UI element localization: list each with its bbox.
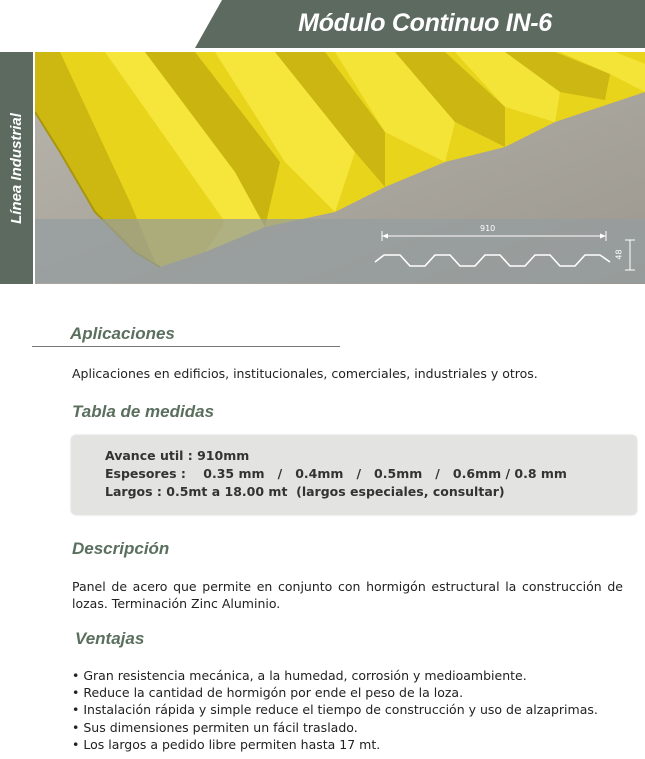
- aplicaciones-text: Aplicaciones en edificios, institucionales, comerciales, industriales y otros.: [72, 366, 538, 381]
- ventajas-item: • Los largos a pedido libre permiten hasta 17 mt.: [72, 736, 632, 753]
- ventajas-item: • Gran resistencia mecánica, a la humedad, corrosión y medioambiente.: [72, 667, 632, 684]
- aplicaciones-rule: [32, 346, 340, 347]
- tabla-espesores: Espesores : 0.35 mm / 0.4mm / 0.5mm / 0.6mm / 0.8 mm: [105, 466, 567, 481]
- descripcion-text: Panel de acero que permite en conjunto con hormigón estructural la construcción de lozas. Terminación Zinc Aluminio.: [72, 579, 623, 611]
- tabla-avance: Avance util : 910mm: [105, 448, 250, 463]
- profile-diagram: [370, 222, 640, 280]
- descripcion-title: Descripción: [72, 539, 170, 558]
- ventajas-item: • Sus dimensiones permiten un fácil traslado.: [72, 719, 632, 736]
- profile-width-label: 910: [480, 224, 496, 233]
- ventajas-item: • Reduce la cantidad de hormigón por ende el peso de la loza.: [72, 684, 632, 701]
- side-label-text: Línea Industrial: [8, 112, 26, 224]
- tabla-largos: Largos : 0.5mt a 18.00 mt (largos especiales, consultar): [105, 484, 505, 499]
- ventajas-list: [72, 667, 632, 753]
- profile-height-label: 48: [614, 249, 624, 260]
- page-title: Módulo Continuo IN-6: [298, 9, 552, 37]
- ventajas-title: Ventajas: [75, 629, 145, 648]
- side-label: [0, 52, 33, 284]
- ventajas-item: • Instalación rápida y simple reduce el tiempo de construcción y uso de alzaprimas.: [72, 701, 632, 718]
- tabla-title: Tabla de medidas: [72, 402, 215, 421]
- aplicaciones-title: Aplicaciones: [70, 324, 175, 343]
